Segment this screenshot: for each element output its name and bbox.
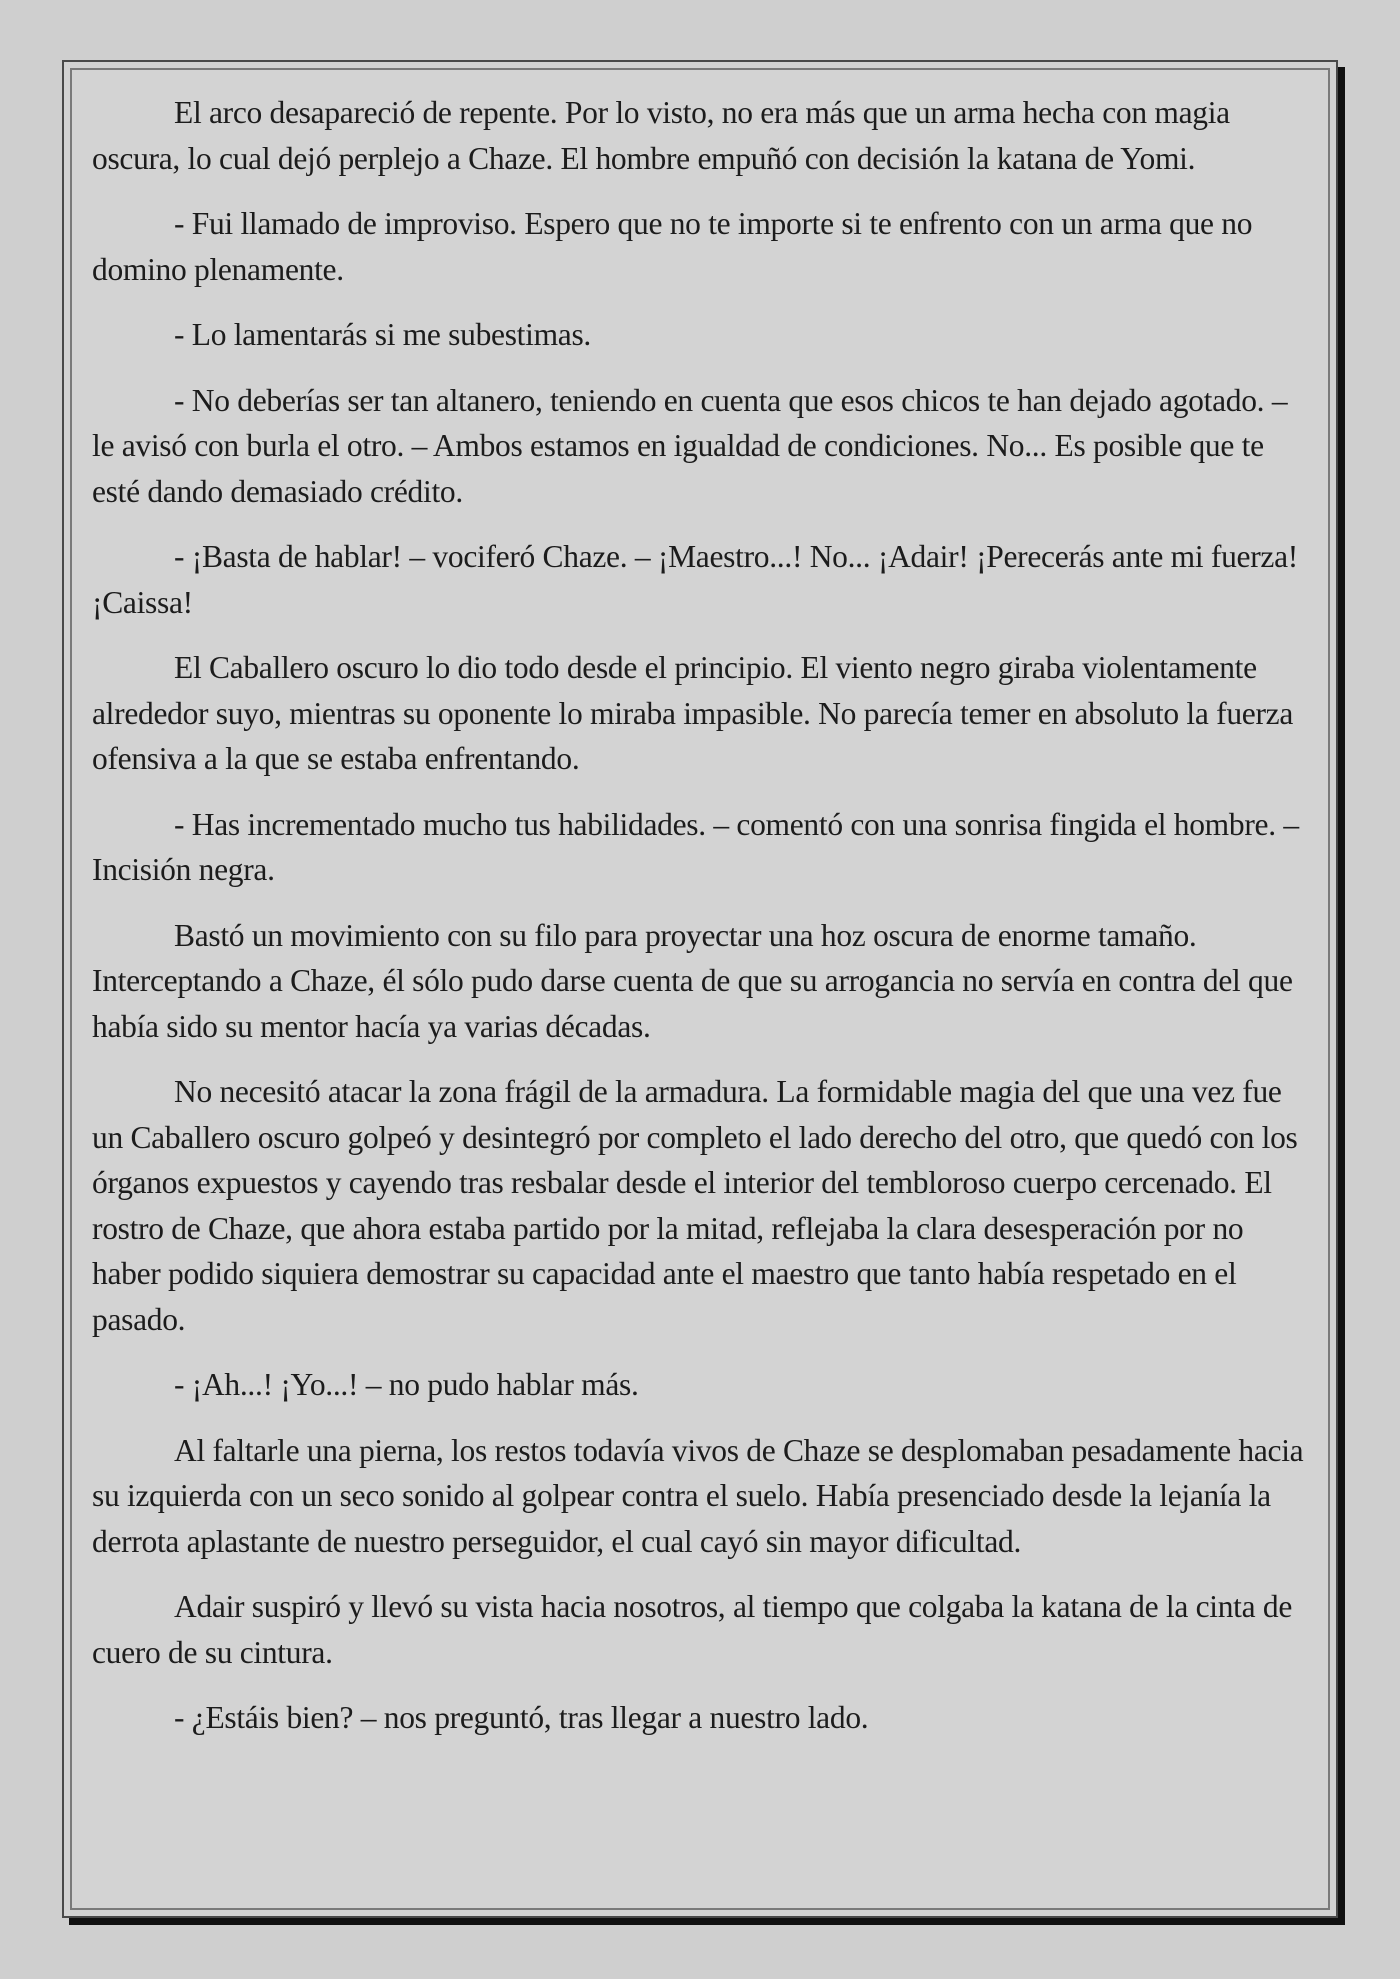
page-frame xyxy=(62,60,1338,1918)
paragraph-12: Adair suspiró y llevó su vista hacia nosotros, al tiempo que colgaba la katana de la cinta de cuero de su cintura. xyxy=(92,1589,1293,1670)
paragraph-8: Bastó un movimiento con su filo para proyectar una hoz oscura de enorme tamaño. Interceptando a Chaze, él sólo pudo darse cuenta de que su arrogancia no servía en contra del que había sido su mentor hacía ya varias décadas. xyxy=(92,917,1293,1044)
paragraph-3: - Lo lamentarás si me subestimas. xyxy=(174,317,591,352)
paragraph-11: Al faltarle una pierna, los restos todavía vivos de Chaze se desplomaban pesadamente hacia su izquierda con un seco sonido al golpear contra el suelo. Había presenciado desde la lejanía la derrota aplastante de nuestro perseguidor, el cual cayó sin mayor dificultad. xyxy=(92,1432,1304,1559)
page-inner-border xyxy=(70,68,1330,1910)
paragraph-4: - No deberías ser tan altanero, teniendo en cuenta que esos chicos te han dejado agotado. – le avisó con burla el otro. – Ambos estamos en igualdad de condiciones. No... Es posible que te esté dando demasiado crédito. xyxy=(92,382,1288,509)
text-body xyxy=(92,90,1316,1761)
paragraph-9: No necesitó atacar la zona frágil de la armadura. La formidable magia del que una vez fue un Caballero oscuro golpeó y desintegró por completo el lado derecho del otro, que quedó con los órganos expuestos y cayendo tras resbalar desde el interior del tembloroso cuerpo cercenado. El rostro de Chaze, que ahora estaba partido por la mitad, reflejaba la clara desesperación por no haber podido siquiera demostrar su capacidad ante el maestro que tanto había respetado en el pasado. xyxy=(92,1074,1298,1337)
paragraph-10: - ¡Ah...! ¡Yo...! – no pudo hablar más. xyxy=(174,1367,639,1402)
paragraph-5: - ¡Basta de hablar! – vociferó Chaze. – ¡Maestro...! No... ¡Adair! ¡Perecerás ante mi fuerza! ¡Caissa! xyxy=(92,539,1298,620)
paragraph-1: El arco desapareció de repente. Por lo visto, no era más que un arma hecha con magia oscura, lo cual dejó perplejo a Chaze. El hombre empuñó con decisión la katana de Yomi. xyxy=(92,95,1230,176)
paragraph-6: El Caballero oscuro lo dio todo desde el principio. El viento negro giraba violentamente alrededor suyo, mientras su oponente lo miraba impasible. No parecía temer en absoluto la fuerza ofensiva a la que se estaba enfrentando. xyxy=(92,650,1294,776)
paragraph-13: - ¿Estáis bien? – nos preguntó, tras llegar a nuestro lado. xyxy=(174,1700,869,1735)
paragraph-2: - Fui llamado de improviso. Espero que no te importe si te enfrento con un arma que no domino plenamente. xyxy=(92,206,1253,287)
paragraph-7: - Has incrementado mucho tus habilidades. – comentó con una sonrisa fingida el hombre. – Incisión negra. xyxy=(92,806,1299,887)
